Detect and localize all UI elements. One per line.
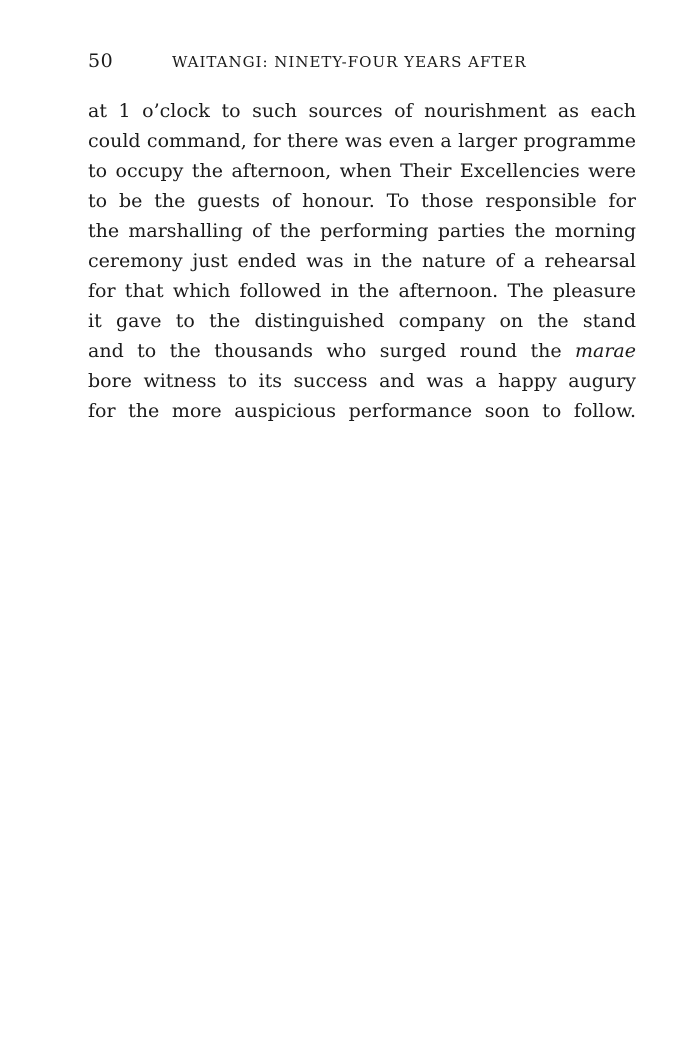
body-paragraph — [88, 96, 636, 426]
italic-word-marae: marae — [575, 340, 636, 362]
text-line-6: ceremony just ended was in the nature of a rehearsal — [88, 250, 636, 272]
text-line-11: for the more auspicious performance soon to follow. — [88, 400, 636, 422]
text-line-1: at 1 o’clock to such sources of nourishment as each — [88, 100, 636, 122]
page-number: 50 — [88, 50, 114, 72]
running-title: WAITANGI: NINETY-FOUR YEARS AFTER — [172, 53, 527, 71]
text-line-2: could command, for there was even a larger programme — [88, 130, 636, 152]
text-line-5: the marshalling of the performing parties the morning — [88, 220, 636, 242]
text-line-3: to occupy the afternoon, when Their Excellencies were — [88, 160, 636, 182]
text-line-10: bore witness to its success and was a happy augury — [88, 370, 636, 392]
text-line-7: for that which followed in the afternoon. The pleasure — [88, 280, 636, 302]
text-line-9-start: and to the thousands who surged round the — [88, 340, 562, 362]
text-line-9 — [88, 336, 636, 366]
text-line-8: it gave to the distinguished company on the stand — [88, 310, 636, 332]
text-line-4: to be the guests of honour. To those responsible for — [88, 190, 636, 212]
running-head — [88, 50, 636, 72]
